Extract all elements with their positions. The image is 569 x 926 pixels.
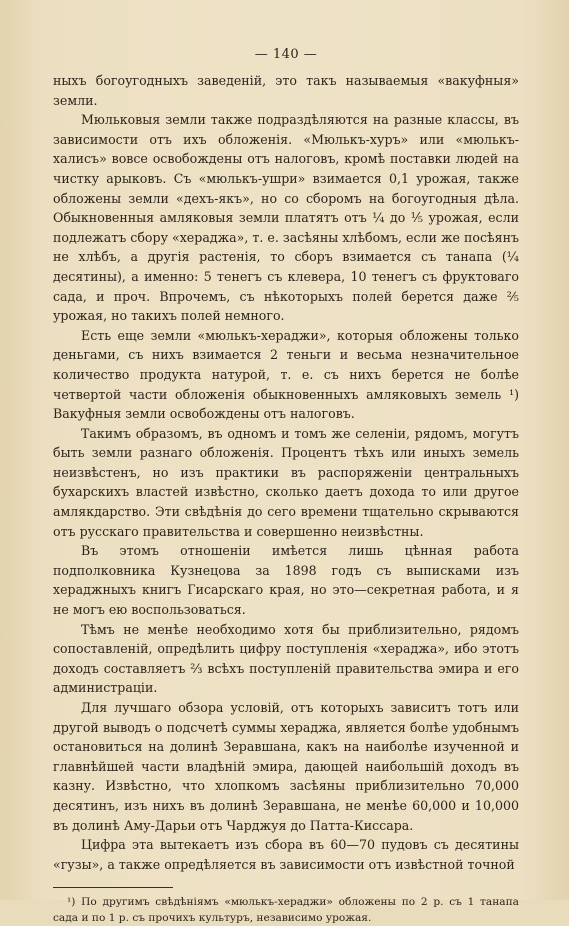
paragraph: Тѣмъ не менѣе необходимо хотя бы приблизительно, рядомъ сопоставленій, опредѣлить цифру поступленія «хераджа», ибо этотъ доходъ составляетъ ⅔ всѣхъ поступленій правительства эмира и его администраціи. [53, 621, 519, 696]
footnote: ¹) По другимъ свѣдѣніямъ «мюлькъ-хераджи» обложены по 2 р. съ 1 танапа сада и по 1 р. съ прочихъ культуръ, независимо урожая. [53, 896, 519, 925]
paragraph: ныхъ богоугодныхъ заведеній, это такъ называемыя «вакуфныя» земли. [53, 73, 519, 108]
page-number: — 140 — [254, 47, 318, 62]
body-text [53, 71, 519, 874]
paragraph: Такимъ образомъ, въ одномъ и томъ же селеніи, рядомъ, могутъ быть земли разнаго обложенія. Процентъ тѣхъ или иныхъ земель неизвѣстенъ, но изъ практики въ распоряженіи центральныхъ бухарскихъ властей извѣстно, сколько даетъ дохода то или другое амлякдарство. Эти свѣдѣнія до сего времени тщательно скрываются отъ русскаго правительства и совершенно неизвѣстны. [53, 425, 519, 539]
paragraph: Есть еще земли «мюлькъ-хераджи», которыя обложены только деньгами, съ нихъ взимается 2 теньги и весьма незначительное количество продукта натурой, т. е. съ нихъ берется не болѣе четвертой части обложенія обыкновенныхъ амляковыхъ земель ¹) Вакуфныя земли освобождены отъ налоговъ. [53, 327, 519, 422]
footnote-divider [53, 887, 173, 888]
paragraph: Въ этомъ отношеніи имѣется лишь цѣнная работа подполковника Кузнецова за 1898 годъ съ выписками изъ хераджныхъ книгъ Гисарскаго края, но это—секретная работа, и я не могъ ею воспользоваться. [53, 543, 519, 618]
paragraph: Для лучшаго обзора условій, отъ которыхъ зависитъ тотъ или другой выводъ о подсчетѣ суммы хераджа, является болѣе удобнымъ остановиться на долинѣ Зеравшана, какъ на наиболѣе изученной и главнѣйшей части владѣній эмира, дающей наибольшій доходъ въ казну. Извѣстно, что хлопкомъ засѣяны приблизительно 70,000 десятинъ, изъ нихъ въ долинѣ Зеравшана, не менѣе 60,000 и 10,000 въ долинѣ Аму-Дарьи отъ Чарджуя до Патта-Киссара. [53, 700, 519, 833]
paragraph: Цифра эта вытекаетъ изъ сбора въ 60—70 пудовъ съ десятины «гузы», а также опредѣляется въ зависимости отъ извѣстной точной [53, 837, 519, 872]
paragraph: Мюльковыя земли также подраздѣляются на разные классы, въ зависимости отъ ихъ обложенія. «Мюлькъ-хуръ» или «мюлькъ-халисъ» вовсе освобождены отъ налоговъ, кромѣ поставки людей на чистку арыковъ. Съ «мюлькъ-ушри» взимается 0,1 урожая, также обложены земли «дехъ-якъ», но со сборомъ на богоугодныя дѣла. Обыкновенныя амляковыя земли платятъ отъ ¼ до ⅕ урожая, если подлежатъ сбору «хераджа», т. е. засѣяны хлѣбомъ, если же посѣянъ не хлѣбъ, а другія растенія, то сборъ взимается съ танапа (¼ десятины), а именно: 5 тенегъ съ клевера, 10 тенегъ съ фруктоваго сада, и проч. Впрочемъ, съ нѣкоторыхъ полей берется даже ⅖ урожая, но такихъ полей немного. [53, 112, 519, 324]
